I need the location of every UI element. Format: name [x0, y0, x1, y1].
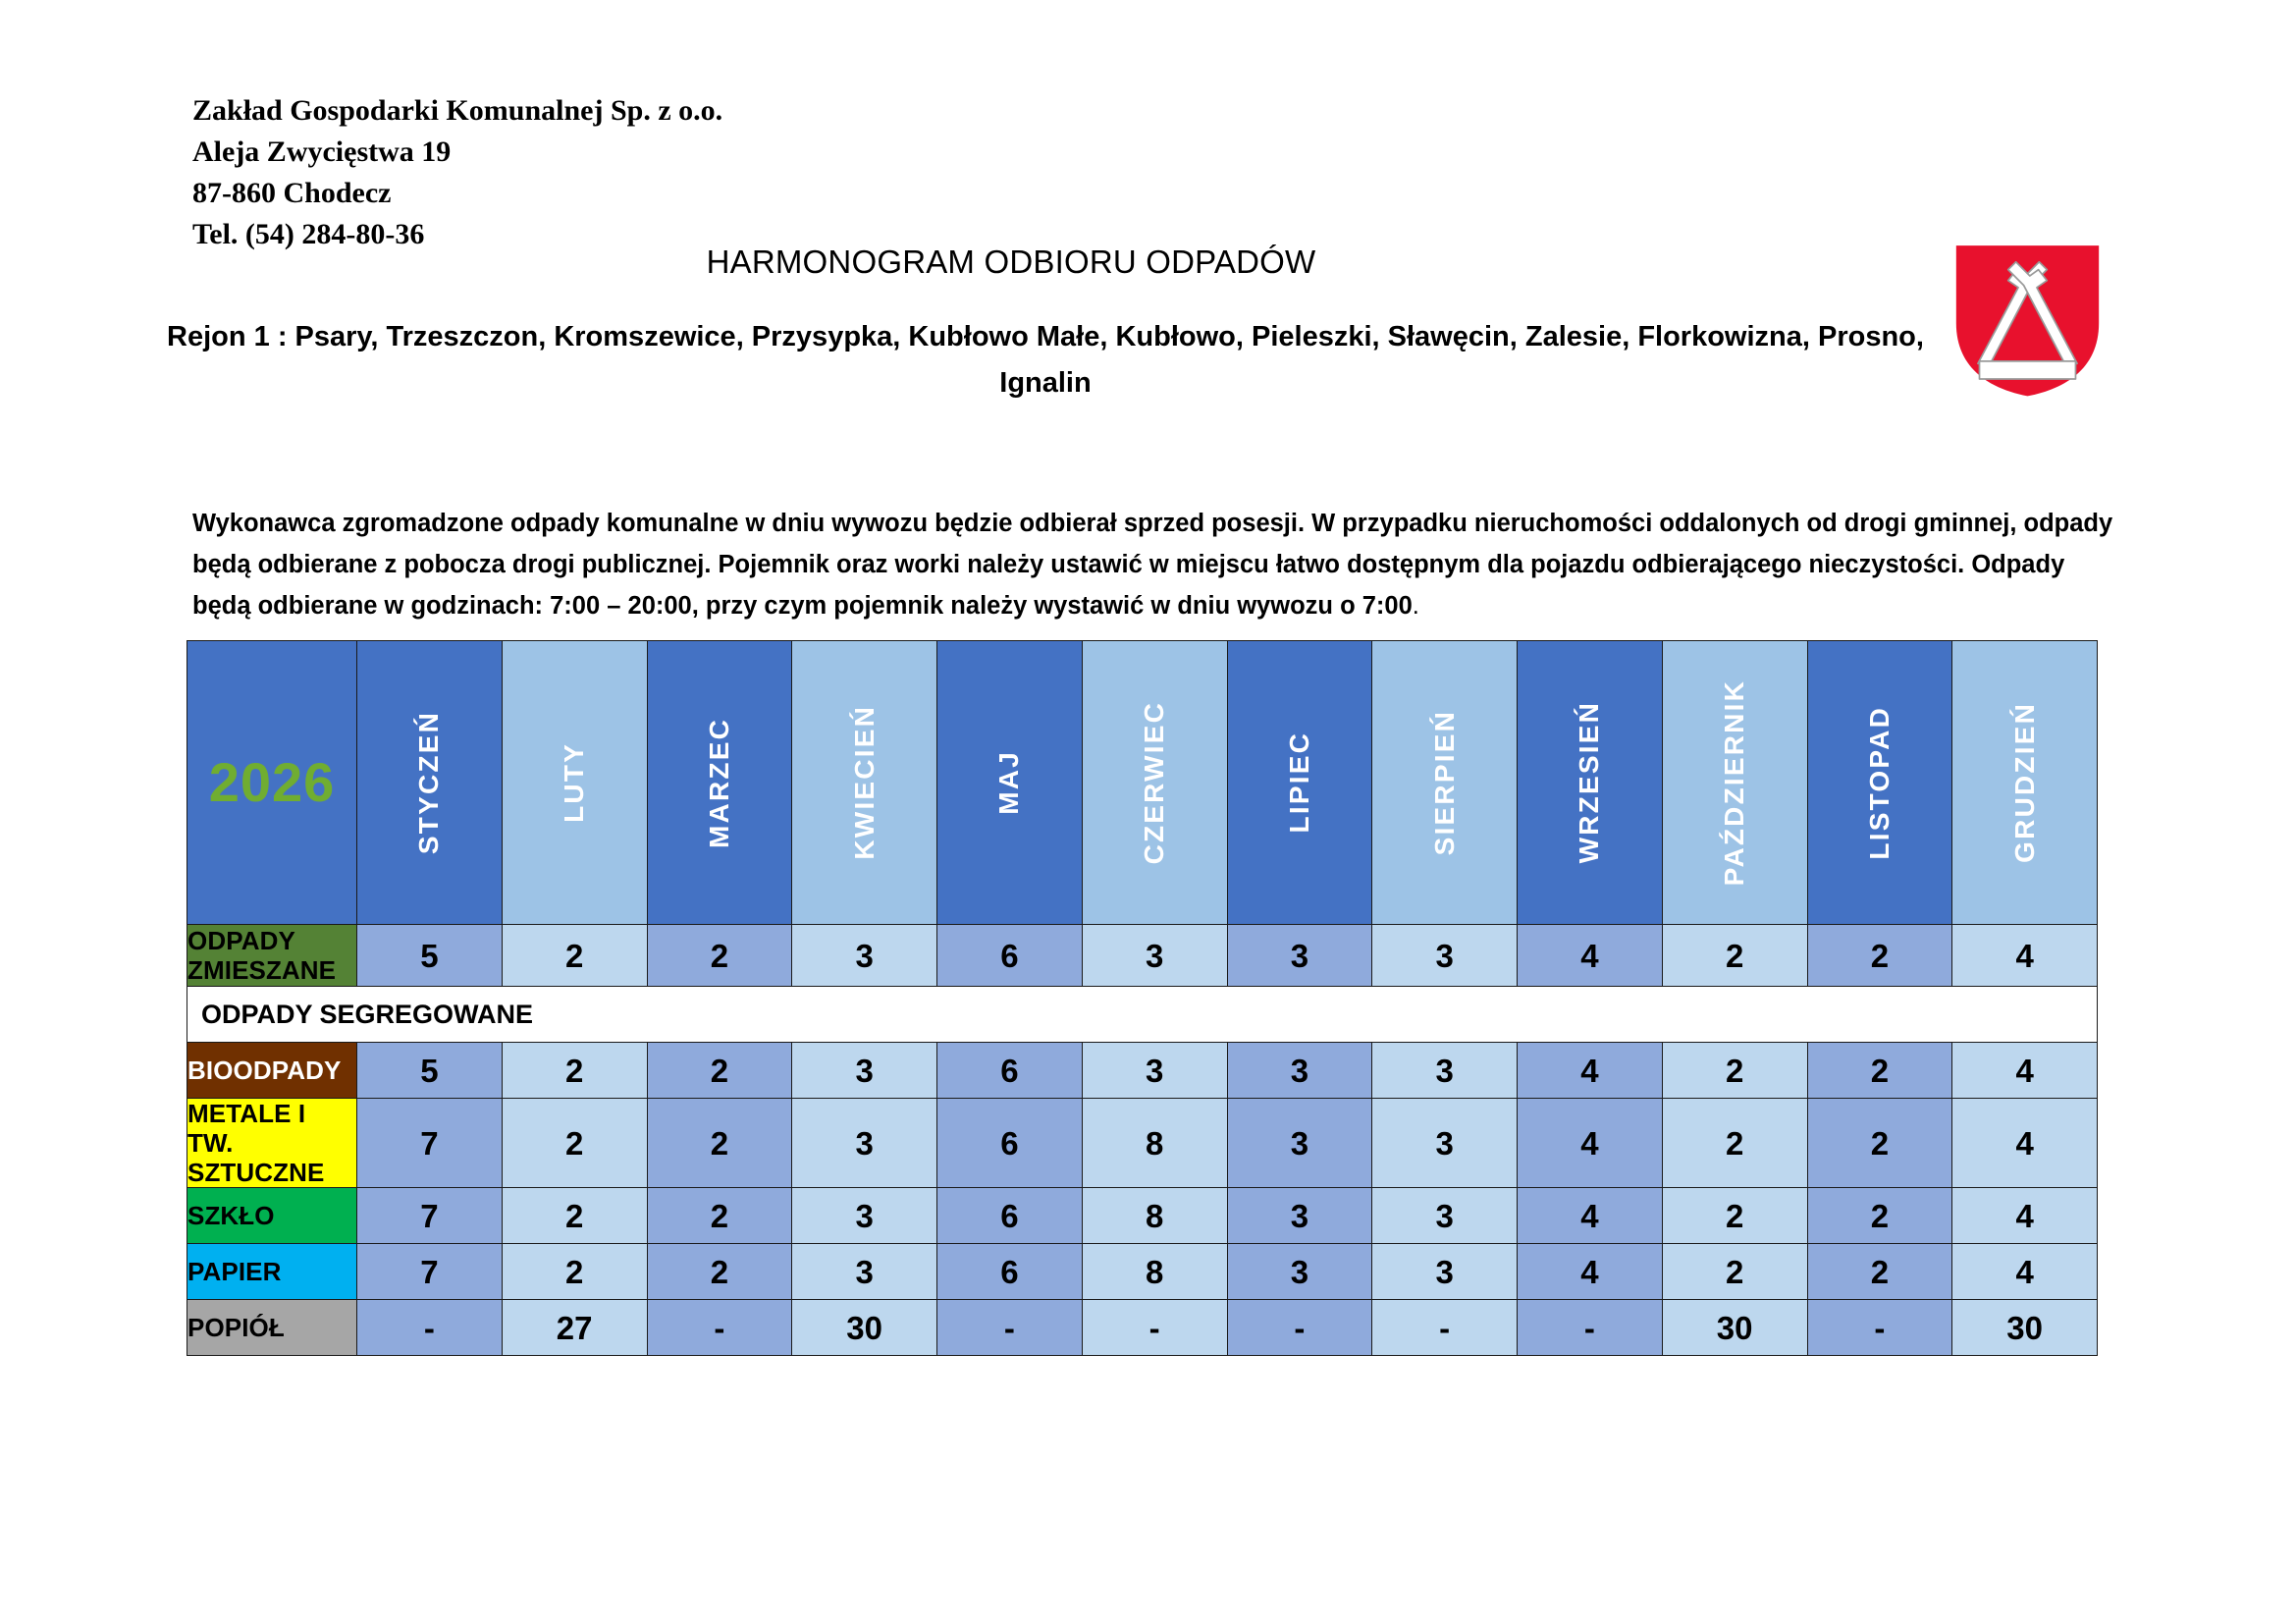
company-name: Zakład Gospodarki Komunalnej Sp. z o.o.: [192, 94, 723, 127]
table-row-segregated-banner: [187, 987, 2098, 1043]
collection-day: 30: [1662, 1300, 1807, 1356]
collection-day: 8: [1082, 1244, 1227, 1300]
collection-day: 8: [1082, 1099, 1227, 1188]
collection-day: 6: [937, 925, 1083, 987]
schedule-body: [187, 641, 2098, 1356]
collection-day: 4: [1952, 1043, 2098, 1099]
collection-day: 2: [502, 1043, 647, 1099]
collection-day: 3: [792, 1188, 937, 1244]
table-row-bioodpady: [187, 1043, 2098, 1099]
month-label: STYCZEŃ: [413, 710, 445, 855]
month-header-pazdziernik: [1662, 641, 1807, 925]
collection-day: 3: [792, 1043, 937, 1099]
collection-day: 6: [937, 1099, 1083, 1188]
region-line-1: Rejon 1 : Psary, Trzeszczon, Kromszewice, Przysypka, Kubłowo Małe, Kubłowo, Pieleszki, Sławęcin, Zalesie, Florkowizna, Prosno,: [167, 321, 1924, 352]
company-street: Aleja Zwycięstwa 19: [192, 135, 452, 168]
month-header-grudzien: [1952, 641, 2098, 925]
collection-day: 5: [357, 925, 503, 987]
month-label: KWIECIEŃ: [848, 705, 880, 860]
waste-type-label: ODPADY ZMIESZANE: [187, 925, 357, 987]
table-row-papier: [187, 1244, 2098, 1300]
collection-day: 3: [1227, 1099, 1372, 1188]
instructions-text-tail: .: [1412, 592, 1419, 621]
month-header-listopad: [1807, 641, 1952, 925]
collection-day: 3: [1082, 925, 1227, 987]
collection-day: -: [1082, 1300, 1227, 1356]
month-label: LUTY: [559, 742, 590, 823]
collection-day: 4: [1952, 925, 2098, 987]
collection-day: 2: [647, 1043, 792, 1099]
month-label: GRUDZIEŃ: [2008, 702, 2040, 863]
collection-day: 2: [647, 1188, 792, 1244]
collection-day: 3: [1372, 925, 1518, 987]
collection-day: 3: [1227, 925, 1372, 987]
collection-day: 3: [1372, 1043, 1518, 1099]
collection-day: 7: [357, 1099, 503, 1188]
company-header: [192, 90, 722, 255]
collection-day: 8: [1082, 1188, 1227, 1244]
month-header-sierpien: [1372, 641, 1518, 925]
region-description: [147, 314, 1944, 406]
collection-day: 2: [1662, 1043, 1807, 1099]
collection-schedule-table: [187, 640, 2098, 1356]
collection-day: 2: [1662, 1099, 1807, 1188]
collection-day: 4: [1518, 1188, 1663, 1244]
collection-day: 4: [1952, 1188, 2098, 1244]
collection-day: -: [1372, 1300, 1518, 1356]
collection-day: 2: [502, 1244, 647, 1300]
coat-of-arms-icon: [1947, 243, 2109, 398]
collection-day: -: [1227, 1300, 1372, 1356]
collection-day: 3: [792, 925, 937, 987]
collection-day: 3: [1227, 1043, 1372, 1099]
collection-day: 2: [1807, 1043, 1952, 1099]
segregated-banner-label: ODPADY SEGREGOWANE: [187, 987, 2098, 1043]
month-header-lipiec: [1227, 641, 1372, 925]
month-header-marzec: [647, 641, 792, 925]
table-row-popiol: [187, 1300, 2098, 1356]
collection-day: 27: [502, 1300, 647, 1356]
month-header-maj: [937, 641, 1083, 925]
month-label: MAJ: [993, 750, 1025, 815]
collection-day: 7: [357, 1244, 503, 1300]
company-city: 87-860 Chodecz: [192, 177, 392, 209]
month-label: SIERPIEŃ: [1428, 709, 1460, 856]
collection-day: 2: [1662, 1244, 1807, 1300]
table-row-metale-i-tw-sztuczne: [187, 1099, 2098, 1188]
collection-day: 3: [1372, 1099, 1518, 1188]
month-label: WRZESIEŃ: [1574, 701, 1605, 864]
waste-type-label: BIOODPADY: [187, 1043, 357, 1099]
collection-day: 30: [792, 1300, 937, 1356]
collection-day: -: [1518, 1300, 1663, 1356]
collection-day: 4: [1518, 1043, 1663, 1099]
collection-day: -: [1807, 1300, 1952, 1356]
month-header-czerwiec: [1082, 641, 1227, 925]
collection-day: 2: [1662, 925, 1807, 987]
waste-type-label: POPIÓŁ: [187, 1300, 357, 1356]
collection-day: 4: [1518, 1099, 1663, 1188]
collection-day: 2: [1807, 1244, 1952, 1300]
collection-day: 4: [1952, 1244, 2098, 1300]
month-header-styczen: [357, 641, 503, 925]
collection-day: 2: [1807, 925, 1952, 987]
waste-type-label: METALE I TW. SZTUCZNE: [187, 1099, 357, 1188]
month-label: CZERWIEC: [1139, 700, 1170, 865]
region-line-2: Ignalin: [999, 366, 1092, 399]
collection-day: 30: [1952, 1300, 2098, 1356]
table-header-row: [187, 641, 2098, 925]
month-label: MARZEC: [703, 717, 734, 848]
collection-day: 2: [647, 925, 792, 987]
collection-day: 4: [1952, 1099, 2098, 1188]
waste-type-label: SZKŁO: [187, 1188, 357, 1244]
collection-day: 5: [357, 1043, 503, 1099]
collection-day: 6: [937, 1043, 1083, 1099]
collection-day: 6: [937, 1244, 1083, 1300]
collection-day: 2: [502, 1099, 647, 1188]
collection-day: 2: [502, 925, 647, 987]
month-header-luty: [502, 641, 647, 925]
collection-day: 2: [1662, 1188, 1807, 1244]
collection-day: 3: [1082, 1043, 1227, 1099]
collection-day: 7: [357, 1188, 503, 1244]
collection-day: 2: [1807, 1099, 1952, 1188]
month-label: LIPIEC: [1283, 731, 1314, 834]
page-title: HARMONOGRAM ODBIORU ODPADÓW: [706, 244, 1316, 280]
month-label: PAŹDZIERNIK: [1719, 678, 1750, 887]
year-cell: [187, 641, 357, 925]
month-header-wrzesien: [1518, 641, 1663, 925]
collection-day: 3: [792, 1244, 937, 1300]
instructions-text: Wykonawca zgromadzone odpady komunalne w dniu wywozu będzie odbierał sprzed posesji. W przypadku nieruchomości oddalonych od drogi gminnej, odpady będą odbierane z pobocza drogi publicznej. Pojemnik oraz worki należy ustawić w miejscu łatwo dostępnym dla pojazdu odbierającego nieczystości. Odpady będą odbierane w godzinach: 7:00 – 20:00, przy czym pojemnik należy wystawić w dniu wywozu o 7:00: [192, 509, 2113, 621]
table-row-szklo: [187, 1188, 2098, 1244]
collection-day: -: [647, 1300, 792, 1356]
table-row-odpady-zmieszane: [187, 925, 2098, 987]
company-phone: Tel. (54) 284-80-36: [192, 218, 425, 250]
collection-day: -: [357, 1300, 503, 1356]
collection-day: 2: [502, 1188, 647, 1244]
collection-day: 3: [1227, 1244, 1372, 1300]
collection-day: -: [937, 1300, 1083, 1356]
collection-day: 3: [1227, 1188, 1372, 1244]
collection-day: 6: [937, 1188, 1083, 1244]
collection-instructions: [192, 503, 2116, 627]
collection-day: 2: [647, 1099, 792, 1188]
collection-day: 3: [1372, 1188, 1518, 1244]
collection-day: 4: [1518, 925, 1663, 987]
collection-day: 3: [792, 1099, 937, 1188]
collection-day: 2: [1807, 1188, 1952, 1244]
collection-day: 4: [1518, 1244, 1663, 1300]
waste-type-label: PAPIER: [187, 1244, 357, 1300]
month-header-kwiecien: [792, 641, 937, 925]
collection-day: 2: [647, 1244, 792, 1300]
collection-day: 3: [1372, 1244, 1518, 1300]
year-label: 2026: [208, 751, 336, 813]
month-label: LISTOPAD: [1863, 705, 1895, 860]
